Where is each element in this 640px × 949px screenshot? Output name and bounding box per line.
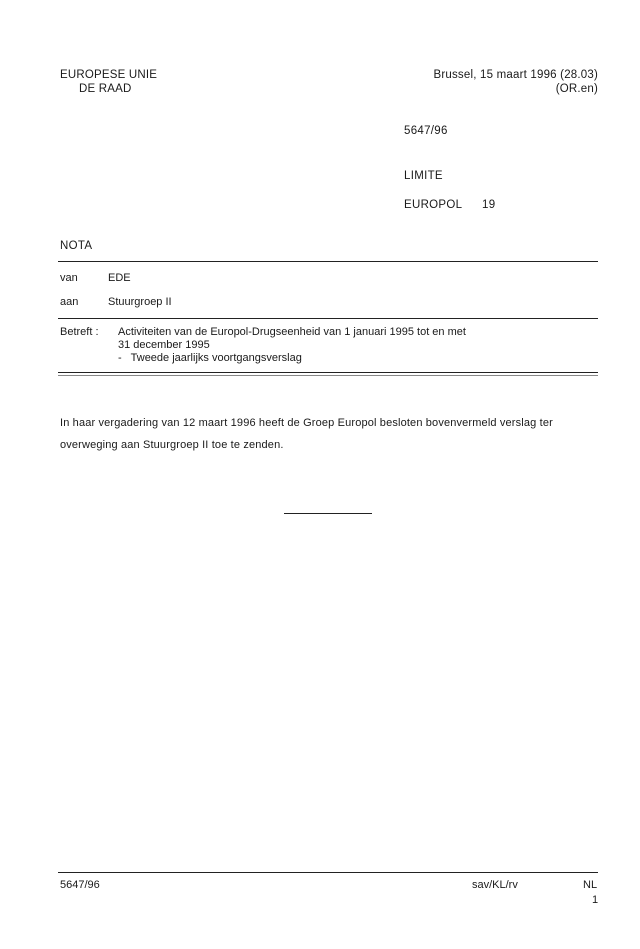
to-label: aan bbox=[60, 296, 79, 308]
divider-top bbox=[58, 261, 598, 262]
organization-body: DE RAAD bbox=[79, 83, 132, 95]
footer-language: NL bbox=[583, 879, 598, 891]
footer-initials: sav/KL/rv bbox=[472, 879, 518, 891]
subject-label: Betreft : bbox=[60, 326, 99, 338]
divider-bottom-double bbox=[58, 375, 598, 376]
note-title: NOTA bbox=[60, 240, 93, 252]
organization-name: EUROPESE UNIE bbox=[60, 69, 158, 81]
footer-document-number: 5647/96 bbox=[60, 879, 100, 891]
subject-line-3: - Tweede jaarlijks voortgangsverslag bbox=[118, 352, 302, 364]
divider-middle bbox=[58, 318, 598, 319]
from-label: van bbox=[60, 272, 78, 284]
footer-rule bbox=[58, 872, 598, 873]
file-number: 19 bbox=[482, 199, 496, 211]
subject-line-2: 31 december 1995 bbox=[118, 339, 210, 351]
place-date: Brussel, 15 maart 1996 (28.03) bbox=[433, 69, 598, 81]
classification: LIMITE bbox=[404, 170, 443, 182]
closing-separator bbox=[284, 513, 372, 514]
body-paragraph: In haar vergadering van 12 maart 1996 heeft de Groep Europol besloten bovenvermeld verslag ter overweging aan Stuurgroep II toe te zenden. bbox=[60, 417, 553, 451]
divider-bottom bbox=[58, 372, 598, 373]
from-value: EDE bbox=[108, 272, 131, 284]
to-value: Stuurgroep II bbox=[108, 296, 172, 308]
original-language: (OR.en) bbox=[555, 83, 598, 95]
file-label: EUROPOL bbox=[404, 199, 463, 211]
page-number: 1 bbox=[592, 894, 599, 906]
subject-line-1: Activiteiten van de Europol-Drugseenheid van 1 januari 1995 tot en met bbox=[118, 326, 466, 338]
document-number: 5647/96 bbox=[404, 125, 448, 137]
